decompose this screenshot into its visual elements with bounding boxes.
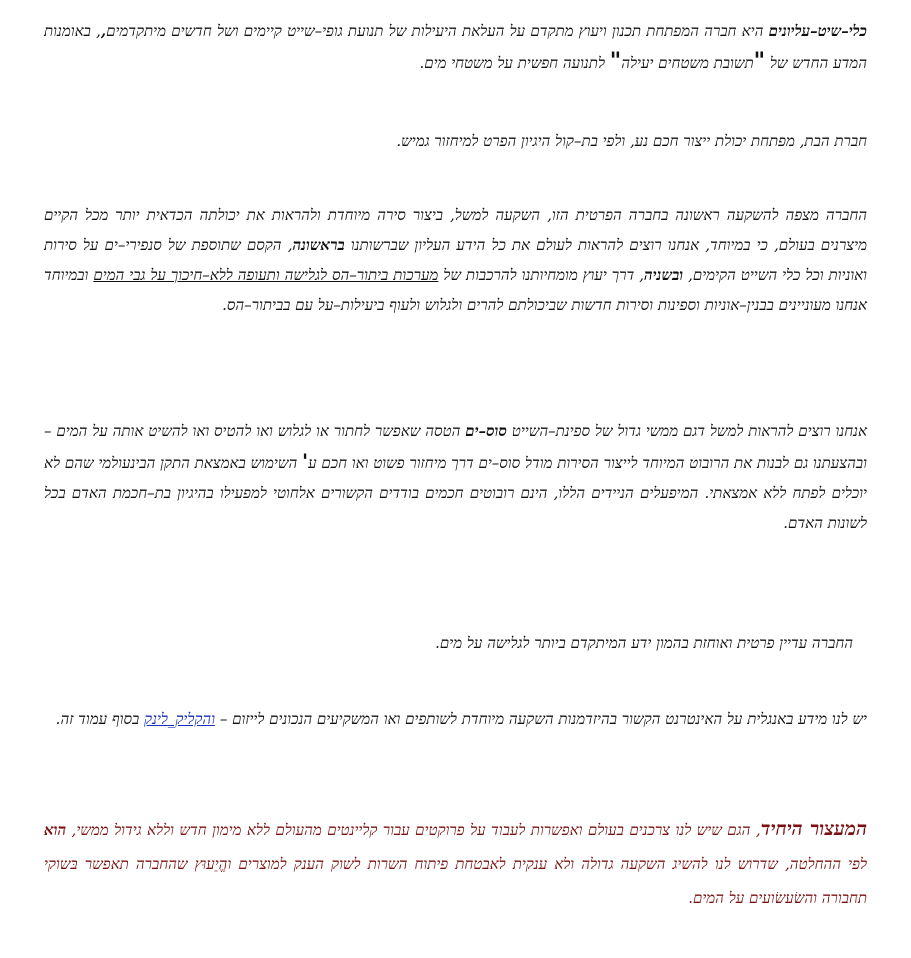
info-paragraph: יש לנו מידע באנגלית על האינטרנט הקשור בהיזדמנות השקעה מיוחדת לשותפים ואו המשקיעים הנכונים לייזום – והקליק_לינק בסוף עמוד זה.: [55, 710, 867, 728]
click-link[interactable]: והקליק_לינק: [144, 710, 216, 728]
underlined-systems: מערכות ביתור–הס לגלישה ותעופה ללא–חיכוך על גבי המים: [93, 266, 439, 284]
subsidiary-paragraph: חברת הבת, מפתחת יכולת ייצור חכם נע, ולפי בת–קול היגיון הפרט למיחזור גמיש.: [396, 132, 867, 150]
private-company-paragraph: החברה עדיין פרטית ואוחזת בהמון ידע המיתקדם ביותר לגלישה על מים.: [435, 634, 853, 652]
investment-paragraph: החברה מצפה להשקעה ראשונה בחברה הפרטית הזו, השקעה למשל, ביצור סירה מיוחדת ולהראות את יכולתה הכדאית יותר מכל הקיים מיצרנים בעולם, כי במיוחד, אנחנו רוצים להראות לעולם את כל הידע העליון שברשותנו בראשונה, הקסם שתוספת של סנפירי–ים על סירות ואוניות וכל כלי השייט הקימים, ובשניה, דרך יעוץ מומחיותנו להרכבות של מערכות ביתור–הס לגלישה ותעופה ללא–חיכוך על גבי המים ובמיוחד אנחנו מעוניינים בבנין–אוניות וספינות וסירות חדשות שביכולתם להרים ולגלוש ולעוף ביעילות–על עם בביתור–הס.: [44, 206, 867, 314]
model-paragraph: אנחנו רוצים להראות למשל דגם ממשי גדול של ספינת–השייט סוס–ים הטסה שאפשר לחתור או לגלוש ואו להטיס ואו להשיט אותה על המים – ובהצעתנו גם לבנות את הרובוט המיוחד לייצור הסירות מודל סוס–ים דרך מיחזור פשוט ואו חכם ע' השימוש באמצאת התקן הבינעולמי שהם לא יוכלים לפתח ללא אמצאתי. המיפעלים הניידים הללו, הינם רובוטים חכמים בודדים הקשורים אלחוטי למפעילו בהיגיון בת–חכמת האדם בכל לשונות האדם.: [44, 422, 867, 532]
intro-paragraph: כלי–שיט–עליונים היא חברה המפתחת תכנון ויעוץ מתקדם על העלאת היעילות של תנועת גופי–שייט קיימים ושל חדשים מיתקדמים,, באומנות המדע החדש של "תשובת משטחים יעילה" לתנועה חפשית על משטחי מים.: [44, 22, 867, 74]
quoted-term: תשובת משטחים יעילה: [621, 54, 754, 72]
constraint-lead: המעצור היחיד: [760, 818, 867, 840]
brand-name: כלי–שיט–עליונים: [768, 22, 867, 40]
constraint-paragraph: המעצור היחיד, הגם שיש לנו צרכנים בעולם ואפשרות לעבוד על פרוקטים עבור קליינטים מהעולם ללא מימון חדש וללא גידול ממשי, הוא לפי ההחלטה, שדרוש לנו להשיג השקעה גדולה ולא ענקית לאבטחת פיתוח השרות לשוק הענק למוצרים והֱיֵעוּץ שהחברה תאפשר בּשוקי תחבורה והשׂעשׂועים על המים.: [44, 818, 867, 907]
